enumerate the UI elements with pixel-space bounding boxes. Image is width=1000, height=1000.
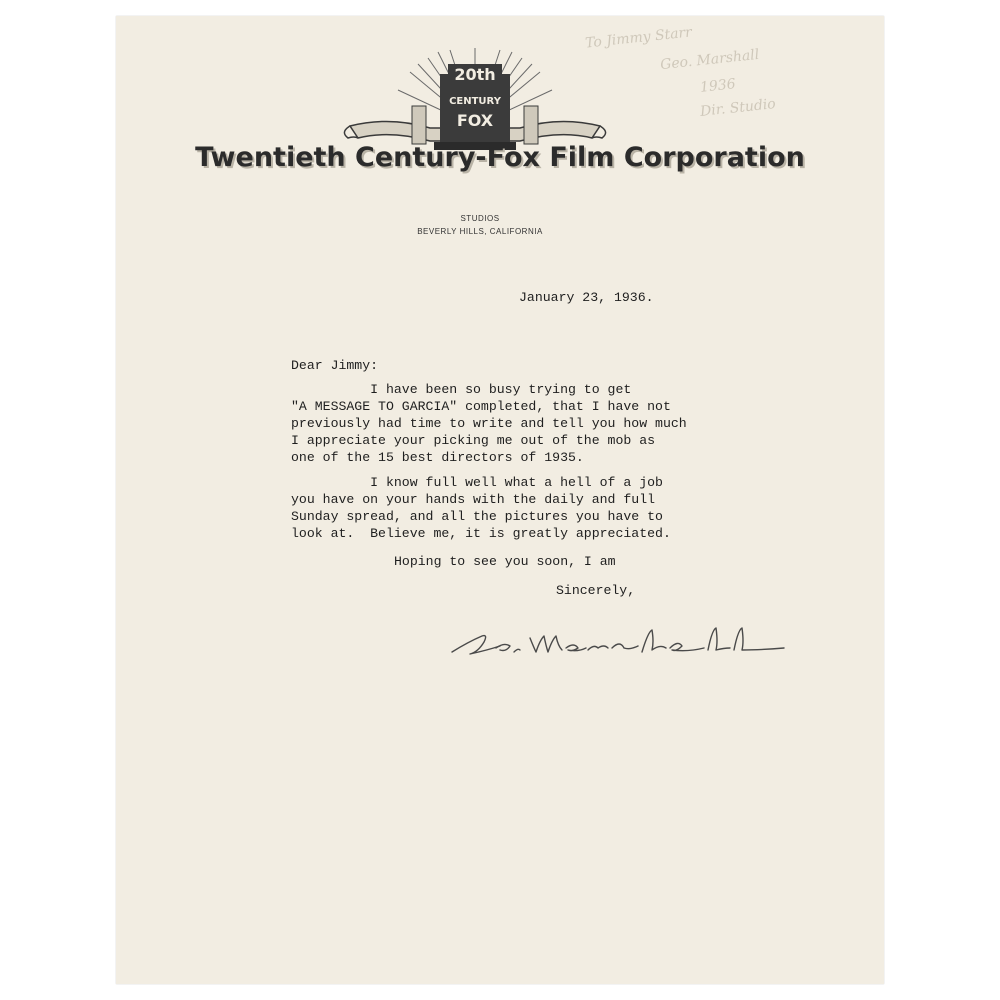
paragraph-1-line: I have been so busy trying to get [291,382,632,397]
paragraph-1-line: previously had time to write and tell you how much [291,416,687,431]
paragraph-1-line: "A MESSAGE TO GARCIA" completed, that I have not [291,399,671,414]
logo-fox: FOX [456,111,494,130]
letter-date: January 23, 1936. [519,290,654,305]
signature-icon [448,622,788,666]
letter-closing: Sincerely, [556,583,636,598]
studios-location: BEVERLY HILLS, CALIFORNIA [417,227,543,236]
logo-century: CENTURY [449,96,501,107]
pencil-note-4: Dir. Studio [699,96,777,120]
paragraph-1-line: I appreciate your picking me out of the mob as [291,433,656,448]
letter-salutation: Dear Jimmy: [291,358,379,373]
letter-paragraph-1 [291,381,687,466]
logo-20th: 20th [454,65,496,84]
paragraph-2-line: you have on your hands with the daily and full [291,492,656,507]
paragraph-2-line: look at. Believe me, it is greatly appreciated. [291,526,671,541]
pencil-note-2: Geo. Marshall [659,46,761,74]
pencil-note-1: To Jimmy Starr [584,24,693,52]
pencil-note-3: 1936 [699,76,737,96]
company-name: Twentieth Century-Fox Film Corporation [195,142,805,173]
paragraph-1-line: one of the 15 best directors of 1935. [291,450,584,465]
letter-paragraph-2 [291,474,671,542]
paragraph-2-line: Sunday spread, and all the pictures you have to [291,509,663,524]
letter-closing-line: Hoping to see you soon, I am [394,554,616,569]
studios-label: STUDIOS [460,214,500,223]
paragraph-2-line: I know full well what a hell of a job [291,475,663,490]
